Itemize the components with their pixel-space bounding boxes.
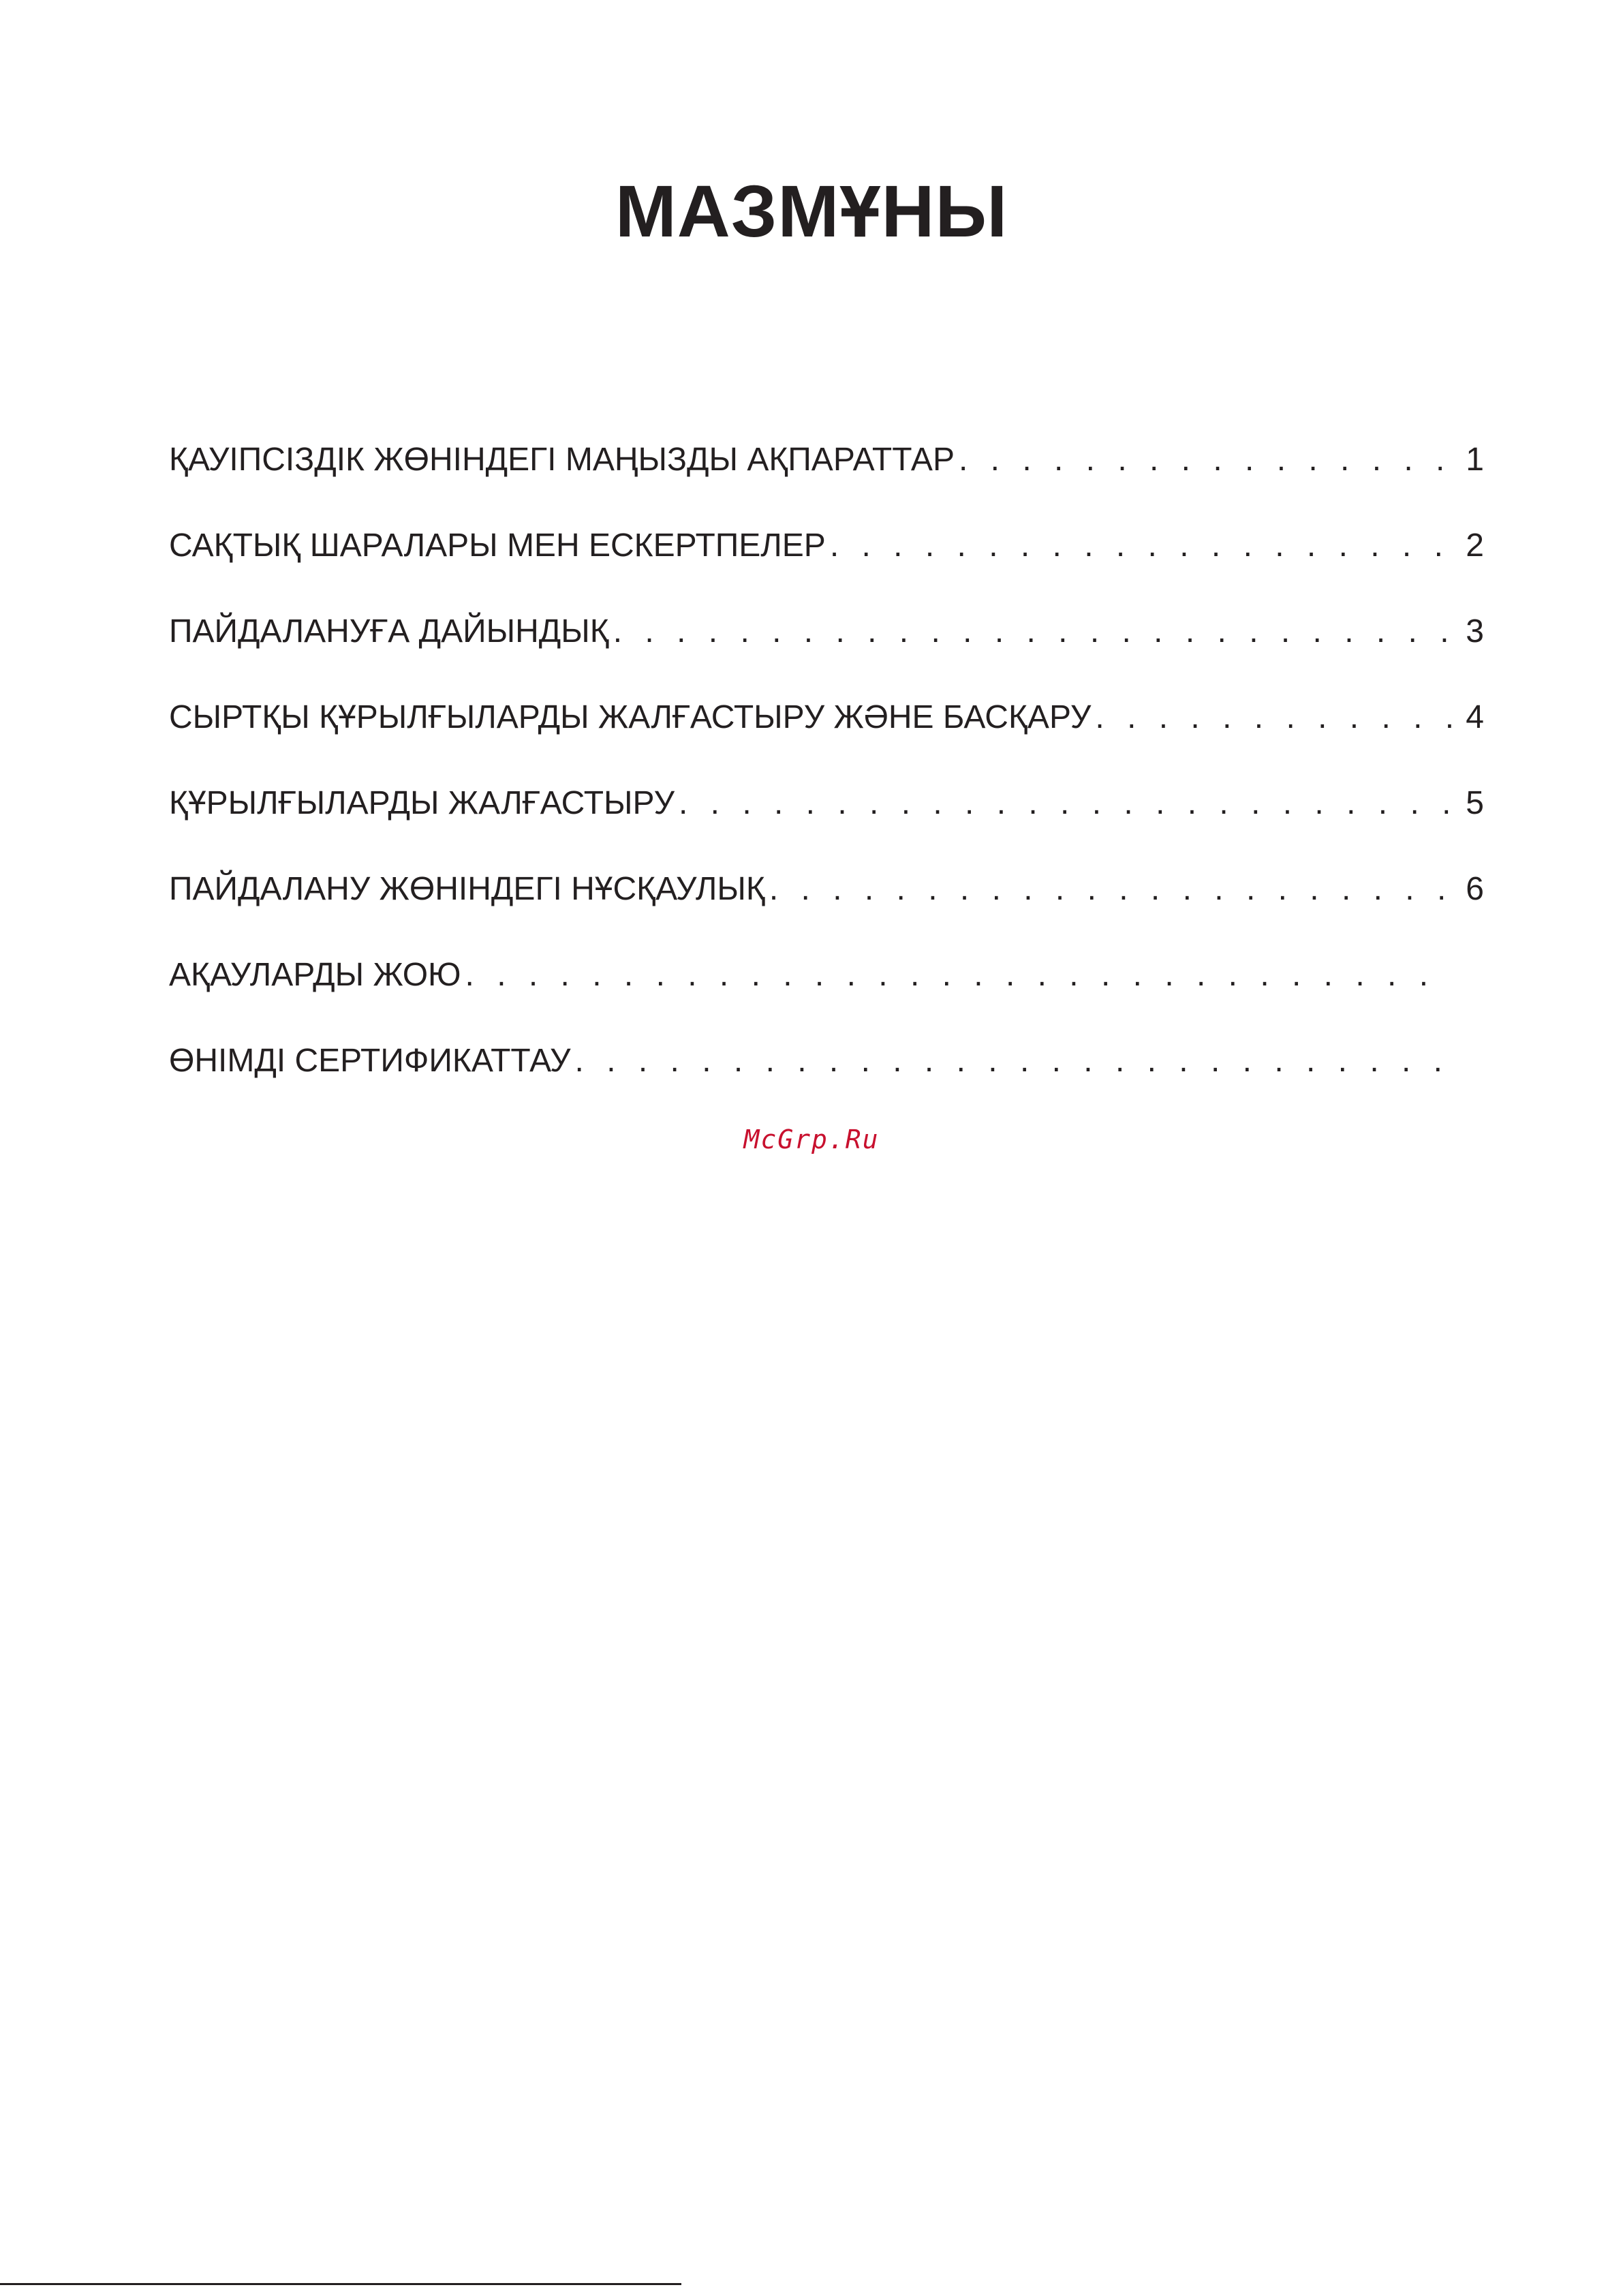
toc-entry-title: ПАЙДАЛАНУ ЖӨНІНДЕГІ НҰСҚАУЛЫҚ <box>169 871 765 907</box>
toc-dot-leader <box>609 611 1454 652</box>
toc-entry <box>169 955 1484 1041</box>
toc-entry <box>169 869 1484 955</box>
toc-entry-page: 1 <box>1466 442 1484 478</box>
watermark: McGrp.Ru <box>743 1124 880 1154</box>
toc-entry <box>169 611 1484 697</box>
toc-entry-title: САҚТЫҚ ШАРАЛАРЫ МЕН ЕСКЕРТПЕЛЕР <box>169 527 826 564</box>
toc-entry <box>169 1041 1484 1127</box>
toc-entry-title: ҚҰРЫЛҒЫЛАРДЫ ЖАЛҒАСТЫРУ <box>169 785 675 821</box>
toc-dot-leader <box>826 525 1454 566</box>
toc-dot-leader <box>571 1041 1443 1082</box>
toc-entry-title: ӨНІМДІ СЕРТИФИКАТТАУ <box>169 1043 571 1079</box>
toc-entry-page: 3 <box>1466 613 1484 649</box>
toc-entry-page: 2 <box>1466 527 1484 564</box>
footer-divider <box>0 2283 681 2285</box>
toc-entry-page: 5 <box>1466 785 1484 821</box>
toc-entry-page: 6 <box>1466 871 1484 907</box>
toc-entry-page: 4 <box>1466 699 1484 735</box>
toc-entry <box>169 697 1484 783</box>
toc-entry-title: ҚАУІПСІЗДІК ЖӨНІНДЕГІ МАҢЫЗДЫ АҚПАРАТТАР <box>169 442 955 478</box>
toc-entry <box>169 783 1484 869</box>
toc-entry <box>169 440 1484 525</box>
toc-dot-leader <box>1091 697 1454 738</box>
toc-dot-leader <box>461 955 1443 996</box>
toc-entry-title: АҚАУЛАРДЫ ЖОЮ <box>169 957 461 993</box>
toc-dot-leader <box>955 440 1454 480</box>
table-of-contents <box>169 440 1484 1127</box>
toc-entry-title: СЫРТҚЫ ҚҰРЫЛҒЫЛАРДЫ ЖАЛҒАСТЫРУ ЖӘНЕ БАСҚАРУ <box>169 699 1092 735</box>
toc-entry <box>169 525 1484 611</box>
toc-entry-title: ПАЙДАЛАНУҒА ДАЙЫНДЫҚ <box>169 613 609 649</box>
page-title: МАЗМҰНЫ <box>615 170 1008 252</box>
toc-dot-leader <box>675 783 1454 824</box>
toc-dot-leader <box>765 869 1454 910</box>
